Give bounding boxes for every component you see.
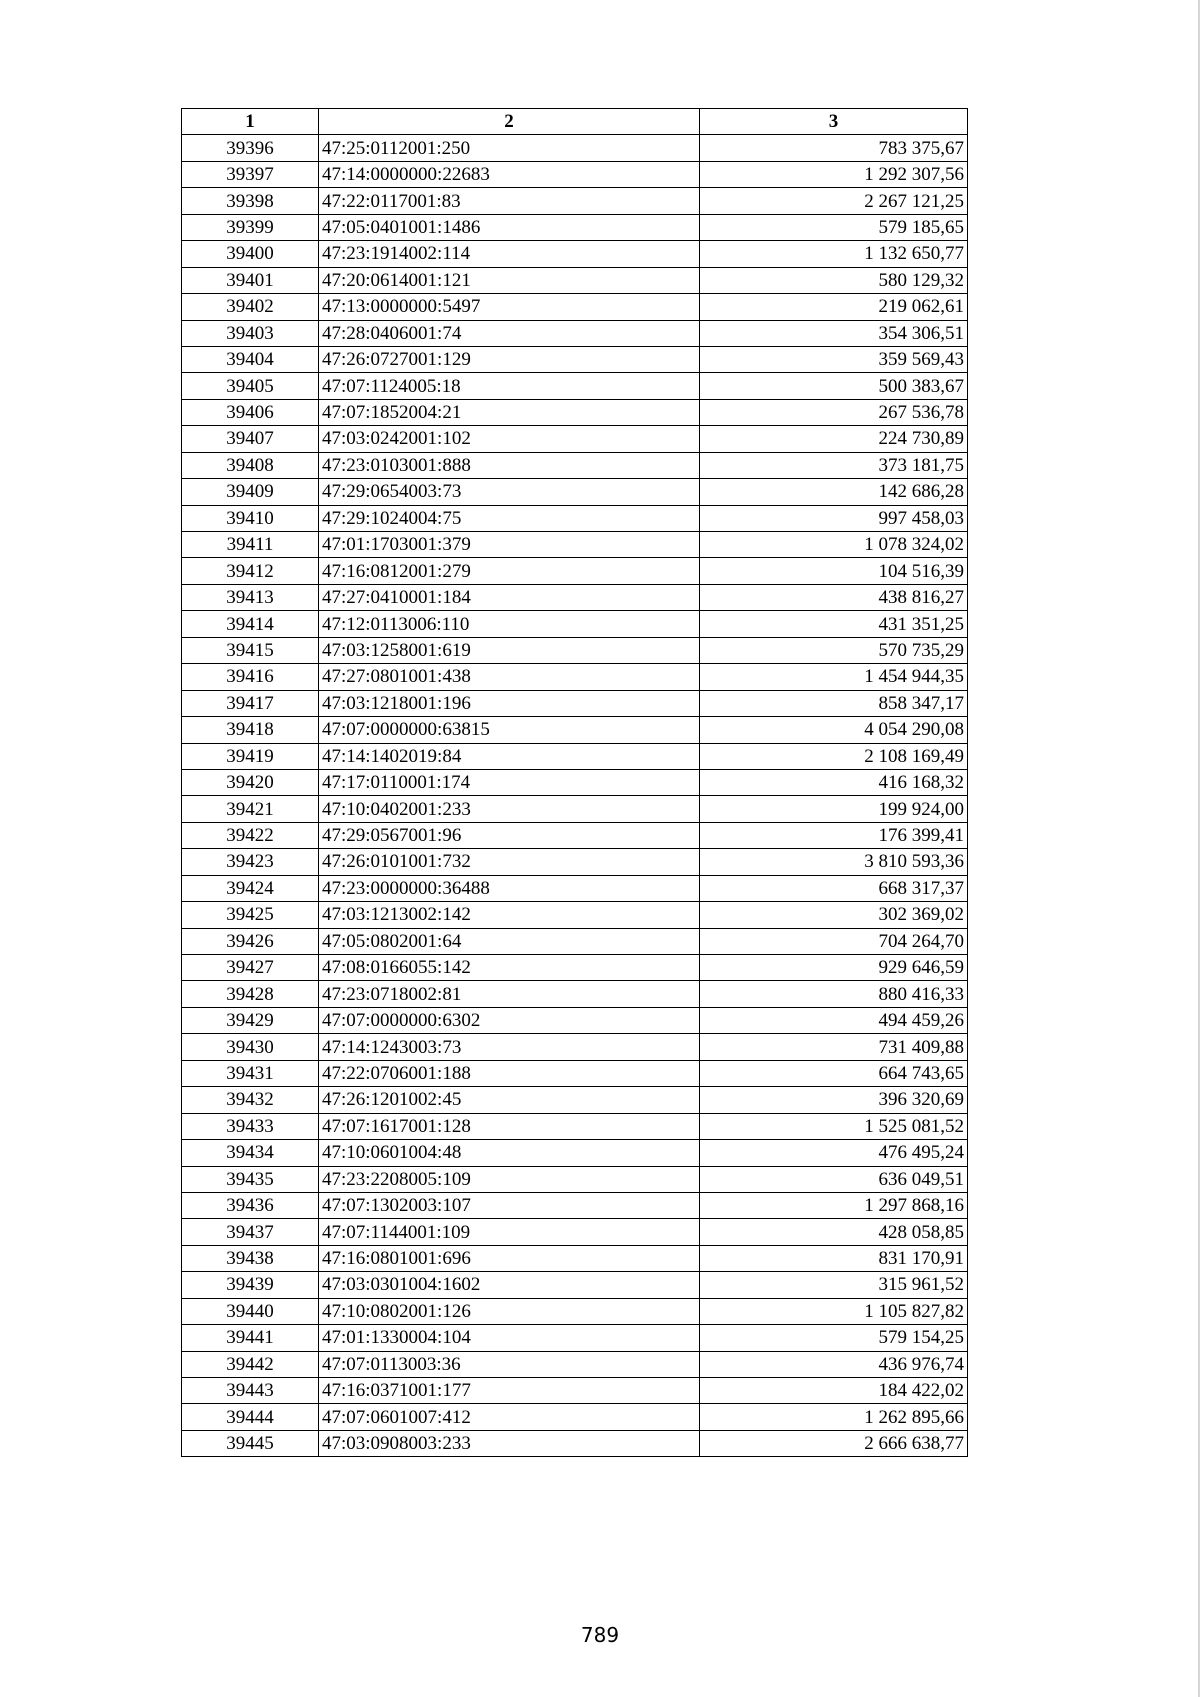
row-number-cell: 39430 — [182, 1034, 319, 1060]
table-row — [182, 1245, 968, 1271]
table-row — [182, 558, 968, 584]
value-cell: 500 383,67 — [700, 373, 968, 399]
cadastral-number-cell: 47:07:1617001:128 — [319, 1113, 700, 1139]
table-row — [182, 1430, 968, 1456]
value-cell: 184 422,02 — [700, 1378, 968, 1404]
value-cell: 3 810 593,36 — [700, 849, 968, 875]
cadastral-number-cell: 47:22:0706001:188 — [319, 1060, 700, 1086]
value-cell: 359 569,43 — [700, 346, 968, 372]
table-row — [182, 1272, 968, 1298]
cadastral-number-cell: 47:29:0654003:73 — [319, 479, 700, 505]
row-number-cell: 39424 — [182, 875, 319, 901]
table-row — [182, 373, 968, 399]
cadastral-number-cell: 47:29:0567001:96 — [319, 822, 700, 848]
cadastral-number-cell: 47:17:0110001:174 — [319, 769, 700, 795]
cadastral-number-cell: 47:16:0371001:177 — [319, 1378, 700, 1404]
table-row — [182, 1087, 968, 1113]
cadastral-number-cell: 47:07:1124005:18 — [319, 373, 700, 399]
value-cell: 1 525 081,52 — [700, 1113, 968, 1139]
cadastral-number-cell: 47:28:0406001:74 — [319, 320, 700, 346]
cadastral-number-cell: 47:07:0000000:63815 — [319, 717, 700, 743]
data-table — [181, 108, 968, 1457]
table-row — [182, 1140, 968, 1166]
value-cell: 396 320,69 — [700, 1087, 968, 1113]
cadastral-number-cell: 47:03:0242001:102 — [319, 426, 700, 452]
cadastral-number-cell: 47:03:0908003:233 — [319, 1430, 700, 1456]
cadastral-number-cell: 47:10:0402001:233 — [319, 796, 700, 822]
row-number-cell: 39444 — [182, 1404, 319, 1430]
row-number-cell: 39440 — [182, 1298, 319, 1324]
row-number-cell: 39405 — [182, 373, 319, 399]
value-cell: 1 454 944,35 — [700, 664, 968, 690]
cadastral-number-cell: 47:26:1201002:45 — [319, 1087, 700, 1113]
table-row — [182, 1113, 968, 1139]
cadastral-number-cell: 47:14:1402019:84 — [319, 743, 700, 769]
value-cell: 416 168,32 — [700, 769, 968, 795]
value-cell: 224 730,89 — [700, 426, 968, 452]
value-cell: 176 399,41 — [700, 822, 968, 848]
cadastral-number-cell: 47:07:0000000:6302 — [319, 1007, 700, 1033]
cadastral-number-cell: 47:07:0601007:412 — [319, 1404, 700, 1430]
table-row — [182, 135, 968, 161]
row-number-cell: 39438 — [182, 1245, 319, 1271]
table-row — [182, 955, 968, 981]
row-number-cell: 39396 — [182, 135, 319, 161]
value-cell: 2 267 121,25 — [700, 188, 968, 214]
table-row — [182, 717, 968, 743]
cadastral-number-cell: 47:29:1024004:75 — [319, 505, 700, 531]
cadastral-number-cell: 47:10:0802001:126 — [319, 1298, 700, 1324]
value-cell: 431 351,25 — [700, 611, 968, 637]
table-row — [182, 294, 968, 320]
table-row — [182, 1192, 968, 1218]
row-number-cell: 39414 — [182, 611, 319, 637]
row-number-cell: 39418 — [182, 717, 319, 743]
cadastral-number-cell: 47:23:0718002:81 — [319, 981, 700, 1007]
row-number-cell: 39443 — [182, 1378, 319, 1404]
row-number-cell: 39407 — [182, 426, 319, 452]
table-row — [182, 1378, 968, 1404]
table-row — [182, 1404, 968, 1430]
cadastral-number-cell: 47:03:1213002:142 — [319, 902, 700, 928]
row-number-cell: 39433 — [182, 1113, 319, 1139]
cadastral-number-cell: 47:07:1852004:21 — [319, 399, 700, 425]
value-cell: 704 264,70 — [700, 928, 968, 954]
column-header-3: 3 — [700, 109, 968, 135]
cadastral-number-cell: 47:26:0101001:732 — [319, 849, 700, 875]
row-number-cell: 39431 — [182, 1060, 319, 1086]
value-cell: 579 154,25 — [700, 1325, 968, 1351]
value-cell: 880 416,33 — [700, 981, 968, 1007]
value-cell: 476 495,24 — [700, 1140, 968, 1166]
row-number-cell: 39402 — [182, 294, 319, 320]
cadastral-number-cell: 47:03:1258001:619 — [319, 637, 700, 663]
row-number-cell: 39411 — [182, 532, 319, 558]
cadastral-number-cell: 47:25:0112001:250 — [319, 135, 700, 161]
value-cell: 354 306,51 — [700, 320, 968, 346]
value-cell: 668 317,37 — [700, 875, 968, 901]
table-row — [182, 1325, 968, 1351]
row-number-cell: 39439 — [182, 1272, 319, 1298]
value-cell: 373 181,75 — [700, 452, 968, 478]
table-row — [182, 743, 968, 769]
row-number-cell: 39420 — [182, 769, 319, 795]
table-row — [182, 664, 968, 690]
value-cell: 570 735,29 — [700, 637, 968, 663]
table-row — [182, 1166, 968, 1192]
row-number-cell: 39427 — [182, 955, 319, 981]
page-number: 789 — [580, 1623, 620, 1647]
value-cell: 1 262 895,66 — [700, 1404, 968, 1430]
row-number-cell: 39397 — [182, 161, 319, 187]
row-number-cell: 39417 — [182, 690, 319, 716]
cadastral-number-cell: 47:10:0601004:48 — [319, 1140, 700, 1166]
cadastral-number-cell: 47:16:0812001:279 — [319, 558, 700, 584]
table-row — [182, 399, 968, 425]
row-number-cell: 39445 — [182, 1430, 319, 1456]
row-number-cell: 39400 — [182, 241, 319, 267]
cadastral-number-cell: 47:27:0410001:184 — [319, 584, 700, 610]
table-row — [182, 1219, 968, 1245]
value-cell: 315 961,52 — [700, 1272, 968, 1298]
value-cell: 636 049,51 — [700, 1166, 968, 1192]
row-number-cell: 39419 — [182, 743, 319, 769]
table-row — [182, 690, 968, 716]
row-number-cell: 39416 — [182, 664, 319, 690]
value-cell: 1 105 827,82 — [700, 1298, 968, 1324]
column-header-1: 1 — [182, 109, 319, 135]
value-cell: 731 409,88 — [700, 1034, 968, 1060]
table-row — [182, 849, 968, 875]
table-row — [182, 426, 968, 452]
row-number-cell: 39403 — [182, 320, 319, 346]
table-row — [182, 479, 968, 505]
table-row — [182, 875, 968, 901]
table-header-row — [182, 109, 968, 135]
value-cell: 783 375,67 — [700, 135, 968, 161]
cadastral-number-cell: 47:22:0117001:83 — [319, 188, 700, 214]
table-row — [182, 981, 968, 1007]
row-number-cell: 39412 — [182, 558, 319, 584]
row-number-cell: 39413 — [182, 584, 319, 610]
table-row — [182, 796, 968, 822]
value-cell: 1 297 868,16 — [700, 1192, 968, 1218]
cadastral-number-cell: 47:08:0166055:142 — [319, 955, 700, 981]
row-number-cell: 39437 — [182, 1219, 319, 1245]
table-row — [182, 822, 968, 848]
cadastral-number-cell: 47:01:1703001:379 — [319, 532, 700, 558]
row-number-cell: 39426 — [182, 928, 319, 954]
cadastral-number-cell: 47:12:0113006:110 — [319, 611, 700, 637]
row-number-cell: 39436 — [182, 1192, 319, 1218]
row-number-cell: 39422 — [182, 822, 319, 848]
table-row — [182, 214, 968, 240]
cadastral-number-cell: 47:07:0113003:36 — [319, 1351, 700, 1377]
table-row — [182, 1060, 968, 1086]
value-cell: 579 185,65 — [700, 214, 968, 240]
row-number-cell: 39425 — [182, 902, 319, 928]
value-cell: 2 108 169,49 — [700, 743, 968, 769]
table-row — [182, 584, 968, 610]
table-row — [182, 320, 968, 346]
value-cell: 199 924,00 — [700, 796, 968, 822]
table-row — [182, 346, 968, 372]
cadastral-number-cell: 47:05:0802001:64 — [319, 928, 700, 954]
table-row — [182, 532, 968, 558]
table-row — [182, 1034, 968, 1060]
row-number-cell: 39421 — [182, 796, 319, 822]
value-cell: 2 666 638,77 — [700, 1430, 968, 1456]
value-cell: 831 170,91 — [700, 1245, 968, 1271]
cadastral-number-cell: 47:13:0000000:5497 — [319, 294, 700, 320]
table-row — [182, 161, 968, 187]
cadastral-number-cell: 47:23:0000000:36488 — [319, 875, 700, 901]
row-number-cell: 39428 — [182, 981, 319, 1007]
table-row — [182, 505, 968, 531]
row-number-cell: 39408 — [182, 452, 319, 478]
cadastral-number-cell: 47:26:0727001:129 — [319, 346, 700, 372]
row-number-cell: 39401 — [182, 267, 319, 293]
value-cell: 4 054 290,08 — [700, 717, 968, 743]
value-cell: 428 058,85 — [700, 1219, 968, 1245]
table-row — [182, 769, 968, 795]
row-number-cell: 39399 — [182, 214, 319, 240]
cadastral-number-cell: 47:07:1302003:107 — [319, 1192, 700, 1218]
cadastral-number-cell: 47:23:1914002:114 — [319, 241, 700, 267]
value-cell: 494 459,26 — [700, 1007, 968, 1033]
value-cell: 664 743,65 — [700, 1060, 968, 1086]
value-cell: 302 369,02 — [700, 902, 968, 928]
table-row — [182, 1007, 968, 1033]
value-cell: 1 132 650,77 — [700, 241, 968, 267]
row-number-cell: 39429 — [182, 1007, 319, 1033]
cadastral-number-cell: 47:01:1330004:104 — [319, 1325, 700, 1351]
cadastral-number-cell: 47:23:0103001:888 — [319, 452, 700, 478]
value-cell: 219 062,61 — [700, 294, 968, 320]
row-number-cell: 39441 — [182, 1325, 319, 1351]
value-cell: 436 976,74 — [700, 1351, 968, 1377]
row-number-cell: 39398 — [182, 188, 319, 214]
table-row — [182, 188, 968, 214]
table-row — [182, 452, 968, 478]
row-number-cell: 39434 — [182, 1140, 319, 1166]
row-number-cell: 39432 — [182, 1087, 319, 1113]
row-number-cell: 39406 — [182, 399, 319, 425]
row-number-cell: 39423 — [182, 849, 319, 875]
value-cell: 1 078 324,02 — [700, 532, 968, 558]
value-cell: 438 816,27 — [700, 584, 968, 610]
table-row — [182, 241, 968, 267]
row-number-cell: 39404 — [182, 346, 319, 372]
cadastral-number-cell: 47:14:0000000:22683 — [319, 161, 700, 187]
table-row — [182, 637, 968, 663]
table-row — [182, 611, 968, 637]
table-row — [182, 928, 968, 954]
column-header-2: 2 — [319, 109, 700, 135]
row-number-cell: 39409 — [182, 479, 319, 505]
row-number-cell: 39415 — [182, 637, 319, 663]
value-cell: 929 646,59 — [700, 955, 968, 981]
row-number-cell: 39442 — [182, 1351, 319, 1377]
value-cell: 858 347,17 — [700, 690, 968, 716]
value-cell: 142 686,28 — [700, 479, 968, 505]
cadastral-number-cell: 47:03:0301004:1602 — [319, 1272, 700, 1298]
cadastral-number-cell: 47:05:0401001:1486 — [319, 214, 700, 240]
table-row — [182, 1351, 968, 1377]
value-cell: 580 129,32 — [700, 267, 968, 293]
cadastral-number-cell: 47:07:1144001:109 — [319, 1219, 700, 1245]
cadastral-number-cell: 47:03:1218001:196 — [319, 690, 700, 716]
table-row — [182, 1298, 968, 1324]
cadastral-number-cell: 47:16:0801001:696 — [319, 1245, 700, 1271]
table-row — [182, 902, 968, 928]
cadastral-number-cell: 47:27:0801001:438 — [319, 664, 700, 690]
cadastral-number-cell: 47:14:1243003:73 — [319, 1034, 700, 1060]
row-number-cell: 39435 — [182, 1166, 319, 1192]
cadastral-number-cell: 47:23:2208005:109 — [319, 1166, 700, 1192]
value-cell: 104 516,39 — [700, 558, 968, 584]
value-cell: 267 536,78 — [700, 399, 968, 425]
cadastral-number-cell: 47:20:0614001:121 — [319, 267, 700, 293]
row-number-cell: 39410 — [182, 505, 319, 531]
table-body — [182, 135, 968, 1457]
value-cell: 1 292 307,56 — [700, 161, 968, 187]
value-cell: 997 458,03 — [700, 505, 968, 531]
table-row — [182, 267, 968, 293]
